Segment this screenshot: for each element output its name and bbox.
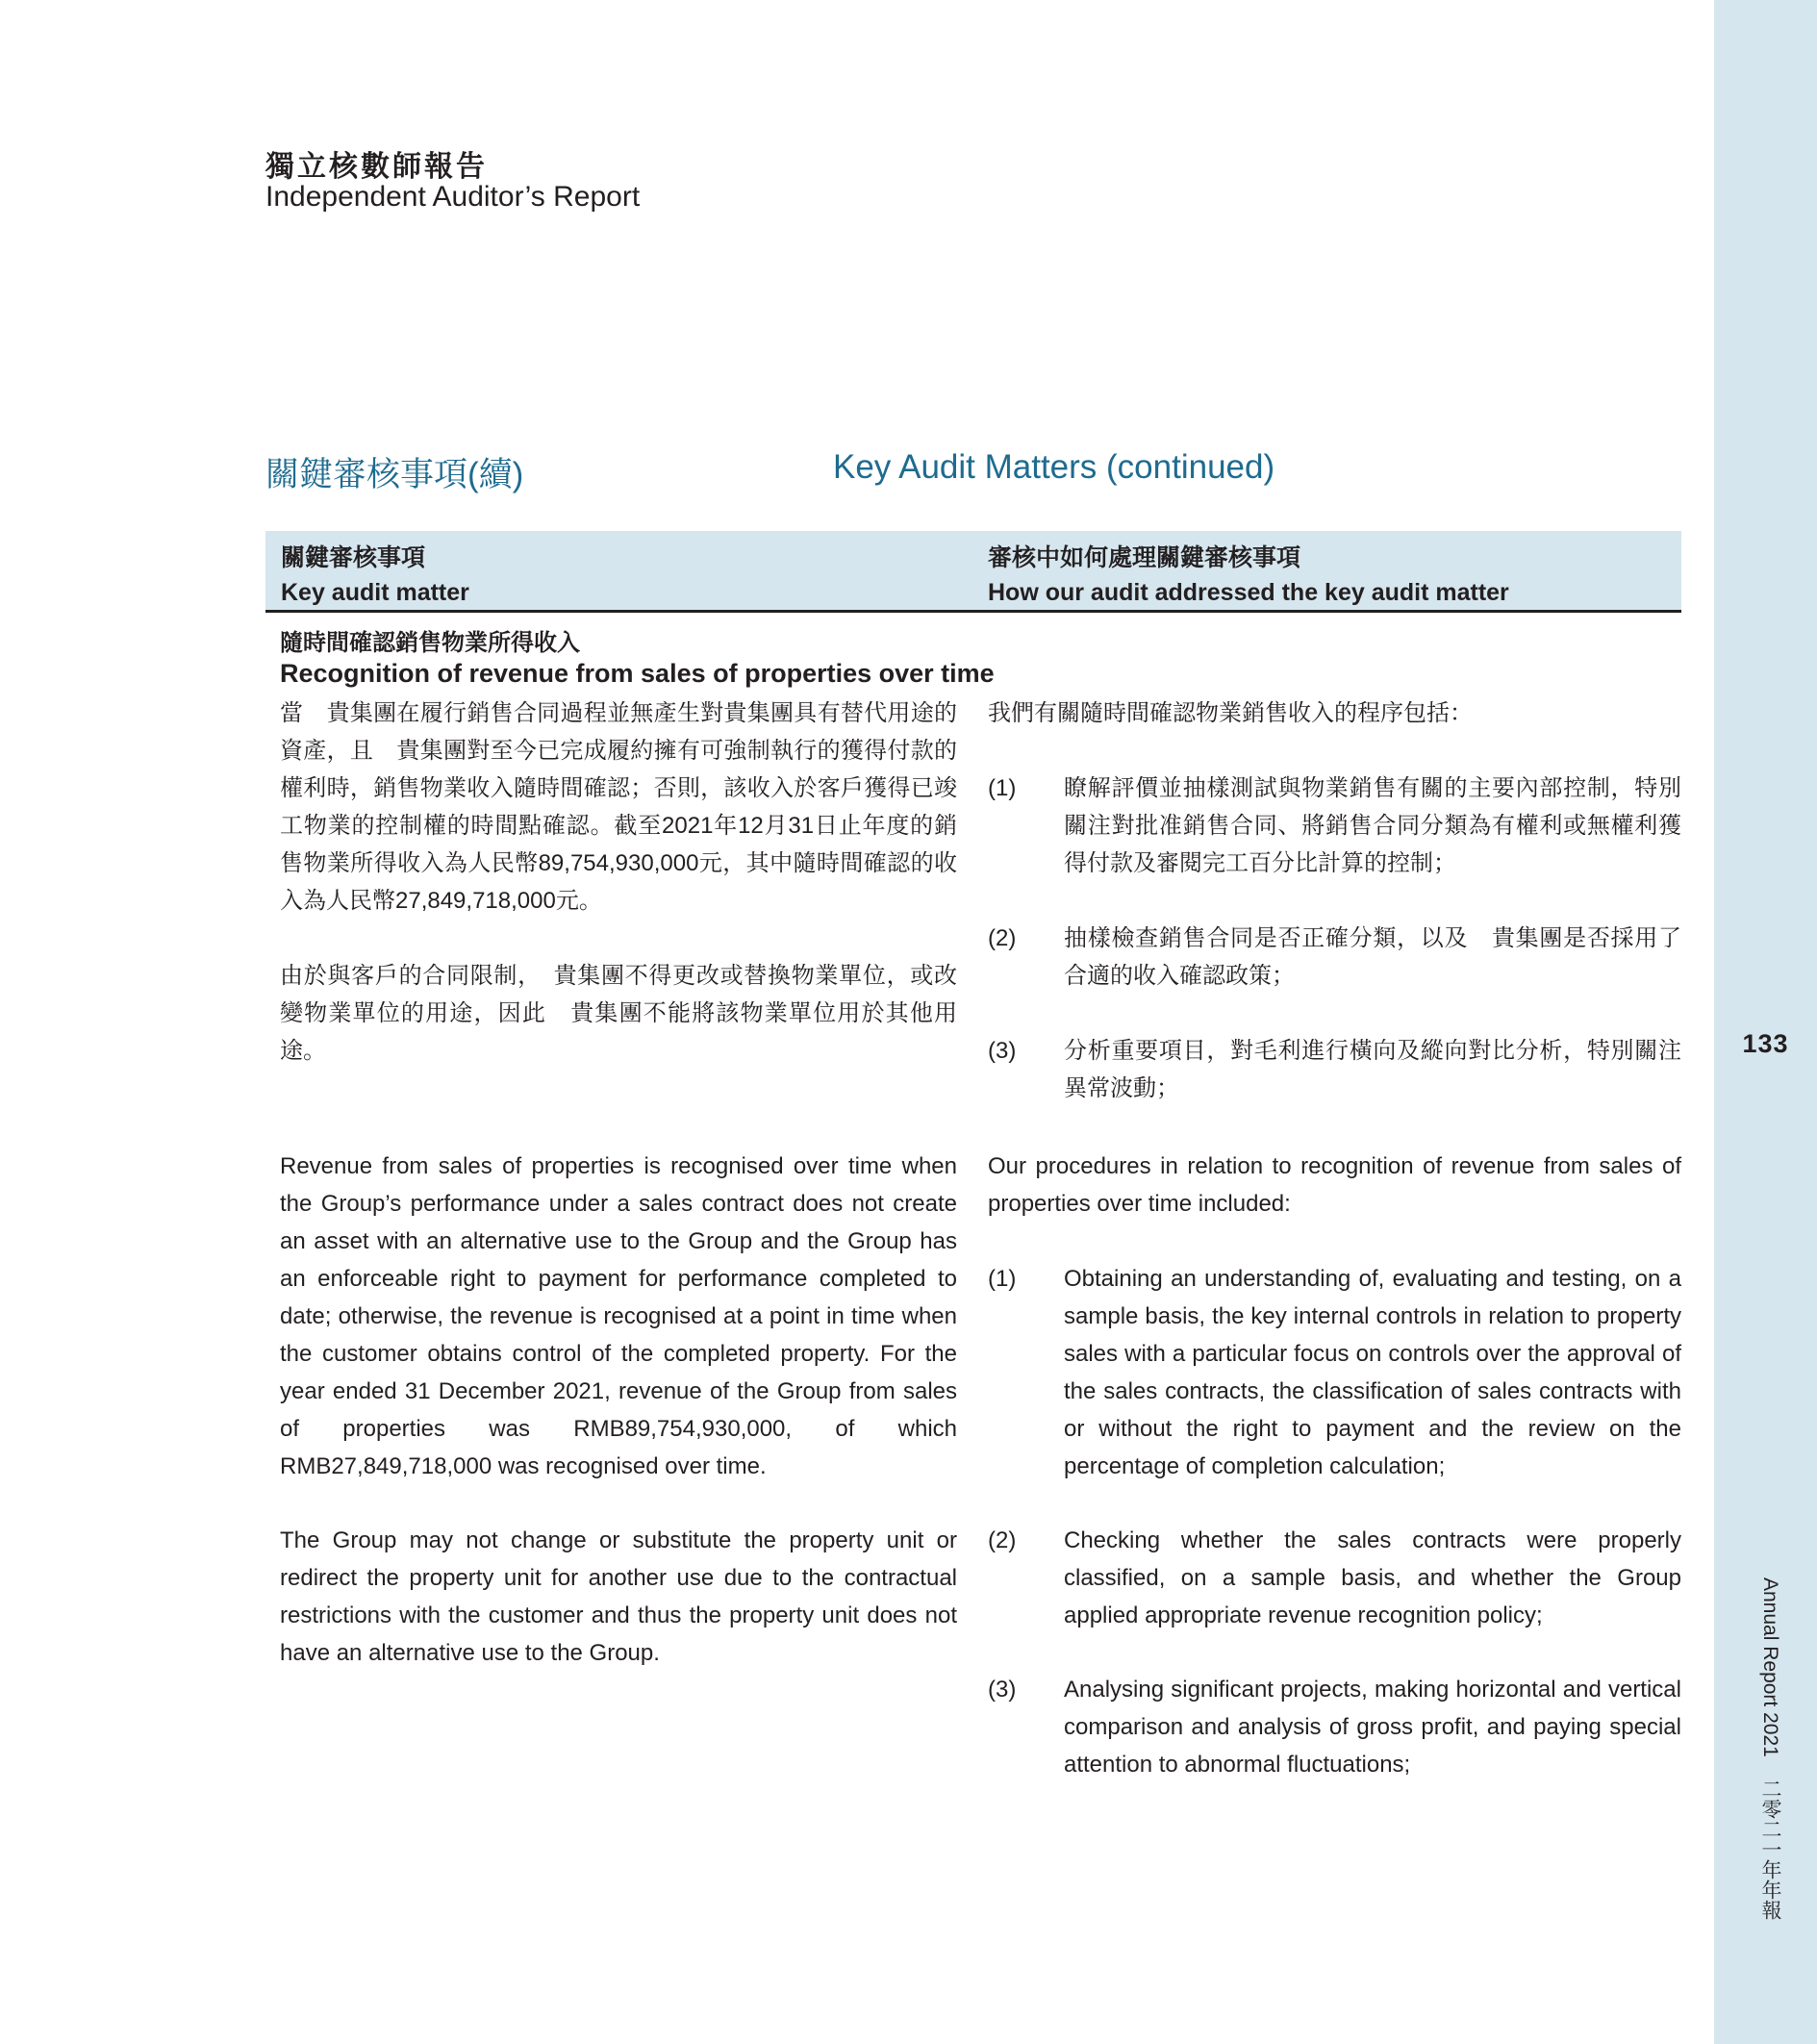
procedure-item-en-2: (2) Checking whether the sales contracts were properly classified, on a sample basis, and whether the Group applied appropriate revenue recognition policy; [988, 1527, 1681, 1628]
annual-report-label-zh: 二零二一年年報 [1759, 1778, 1781, 1920]
procedure-item-zh-1: (1) 瞭解評價並抽樣測試與物業銷售有關的主要內部控制，特別關注對批准銷售合同、將銷售合同分類為有權利或無權利獲得付款及審閱完工百分比計算的控制； [988, 775, 1681, 876]
column-header-how-addressed: 審核中如何處理關鍵審核事項 How our audit addressed the key audit matter [988, 544, 1509, 606]
matter-title-zh: 隨時間確認銷售物業所得收入 [280, 630, 580, 656]
table-header [265, 531, 1681, 613]
annual-report-label [1746, 1577, 1784, 1924]
procedures-intro-zh: 我們有關隨時間確認物業銷售收入的程序包括： [988, 700, 1473, 726]
column-header-key-audit-matter: 關鍵審核事項 Key audit matter [281, 544, 469, 606]
matter-restriction-zh [280, 957, 957, 1070]
matter-paragraph-zh-2: 由於與客戶的合同限制， 貴集團不得更改或替換物業單位，或改變物業單位的用途，因此 貴集團不能將該物業單位用於其他用途。 [280, 963, 957, 1064]
procedure-item-en-3: (3) Analysing significant projects, making horizontal and vertical comparison and analysis of gross profit, and paying special attention to abnormal fluctuations; [988, 1677, 1681, 1778]
matter-description-zh [280, 694, 957, 920]
procedure-item-zh-3: (3) 分析重要項目，對毛利進行橫向及縱向對比分析，特別關注異常波動； [988, 1038, 1681, 1101]
matter-paragraph-en-1: Revenue from sales of properties is recognised over time when the Group’s performance under a sales contract does not create an asset with an alternative use to the Group and the Group has an enforceable right to payment for performance completed to date; otherwise, the revenue is recognised at a point in time when the customer obtains control of the completed property. For the year ended 31 December 2021, revenue of the Group from sales of properties was RMB89,754,930,000, of which RMB27,849,718,000 was recognised over time. [280, 1153, 957, 1479]
page-number: 133 [1742, 1029, 1789, 1058]
matter-paragraph-zh-1: 當 貴集團在履行銷售合同過程並無產生對貴集團具有替代用途的資產，且 貴集團對至今已完成履約擁有可強制執行的獲得付款的權利時，銷售物業收入隨時間確認；否則，該收入於客戶獲得已竣工物業的控制權的時間點確認。截至2021年12月31日止年度的銷售物業所得收入為人民幣89,754,930,000元，其中隨時間確認的收入為人民幣27,849,718,000元。 [280, 700, 957, 914]
procedure-item-zh-2: (2) 抽樣檢查銷售合同是否正確分類，以及 貴集團是否採用了合適的收入確認政策； [988, 925, 1681, 989]
report-title-zh: 獨立核數師報告 [265, 151, 488, 183]
section-title-en: Key Audit Matters (continued) [833, 448, 1275, 486]
annual-report-label-en: Annual Report 2021 [1759, 1577, 1781, 1757]
procedures-intro-en: Our procedures in relation to recognition of revenue from sales of properties over time included: [988, 1153, 1681, 1217]
section-title-zh: 關鍵審核事項(續) [265, 456, 524, 493]
matter-description-en [280, 1148, 957, 1485]
procedure-item-en-1: (1) Obtaining an understanding of, evaluating and testing, on a sample basis, the key internal controls in relation to property sales with a particular focus on controls over the approval of the sales contracts, the classification of sales contracts with or without the right to payment and the review on the percentage of completion calculation; [988, 1266, 1681, 1479]
matter-paragraph-en-2: The Group may not change or substitute the property unit or redirect the property unit for another use due to the contractual restrictions with the customer and thus the property unit does not have an alternative use to the Group. [280, 1527, 957, 1666]
report-title-en: Independent Auditor’s Report [265, 181, 641, 213]
matter-restriction-en [280, 1522, 957, 1672]
matter-title-en: Recognition of revenue from sales of properties over time [280, 659, 995, 688]
